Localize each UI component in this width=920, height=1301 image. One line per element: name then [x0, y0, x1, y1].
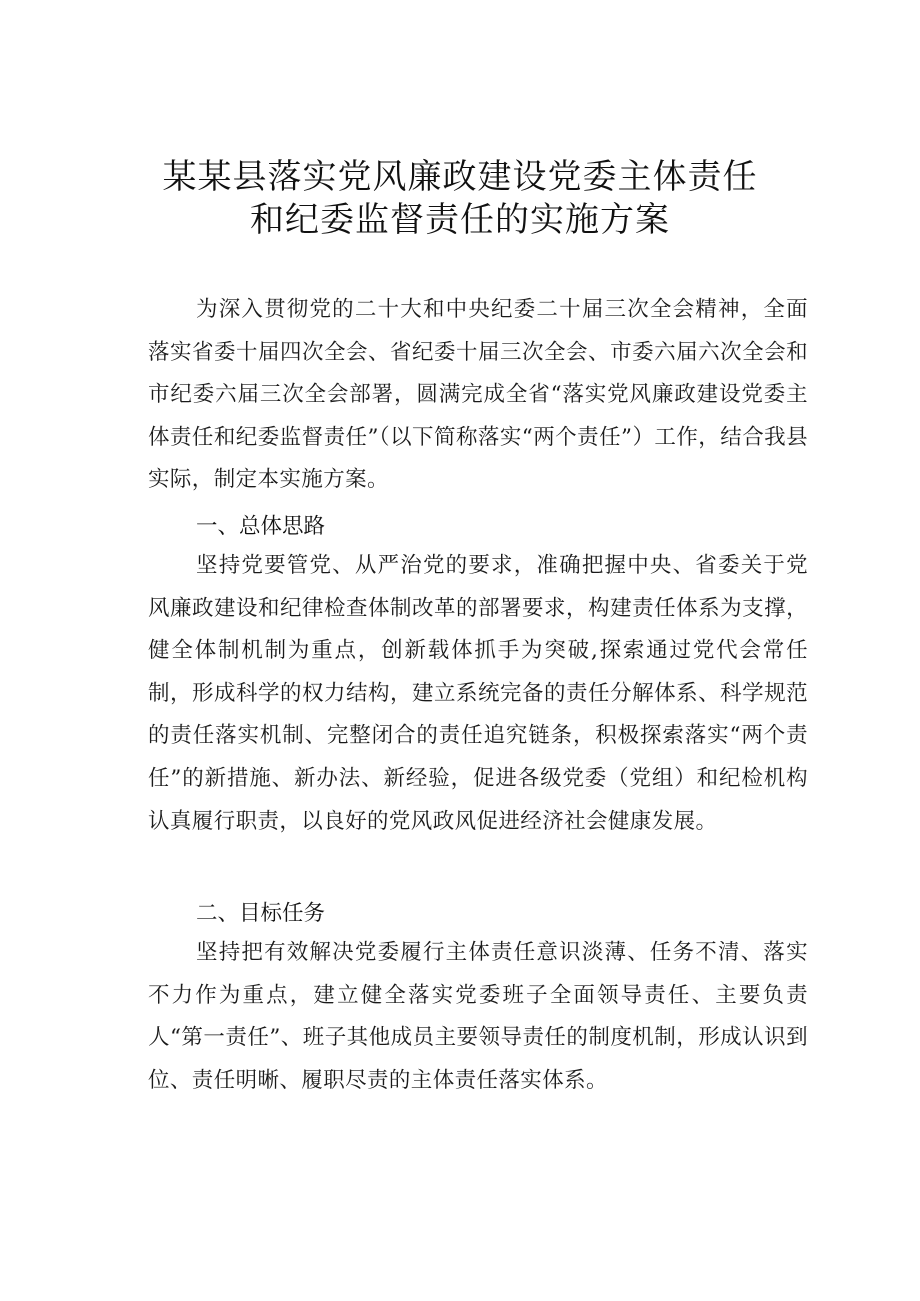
intro-paragraph: 为深入贯彻党的二十大和中央纪委二十届三次全会精神，全面落实省委十届四次全会、省纪委十届三次全会、市委六届六次全会和市纪委六届三次全会部署，圆满完成全省“落实党风廉政建设党委主体责任和纪委监督责任”（以下简称落实“两个责任”）工作，结合我县实际，制定本实施方案。	[148, 297, 808, 493]
section-paragraph-goals-tasks: 坚持把有效解决党委履行主体责任意识淡薄、任务不清、落实不力作为重点，建立健全落实党委班子全面领导责任、主要负责人“第一责任”、班子其他成员主要领导责任的制度机制，形成认识到位、责任明晰、履职尽责的主体责任落实体系。	[148, 940, 808, 1093]
section-heading-overall-approach: 一、总体思路	[196, 514, 326, 539]
document-title-line-1: 某某县落实党风廉政建设党委主体责任	[162, 157, 758, 197]
section-paragraph-overall-approach: 坚持党要管党、从严治党的要求，准确把握中央、省委关于党风廉政建设和纪律检查体制改革的部署要求，构建责任体系为支撑，健全体制机制为重点，创新载体抓手为突破,探索通过党代会常任制，形成科学的权力结构，建立系统完备的责任分解体系、科学规范的责任落实机制、完整闭合的责任追究链条，积极探索落实“两个责任”的新措施、新办法、新经验，促进各级党委（党组）和纪检机构认真履行职责，以良好的党风政风促进经济社会健康发展。	[148, 553, 808, 834]
section-heading-goals-tasks: 二、目标任务	[196, 901, 326, 926]
document-title-line-2: 和纪委监督责任的实施方案	[250, 200, 670, 240]
